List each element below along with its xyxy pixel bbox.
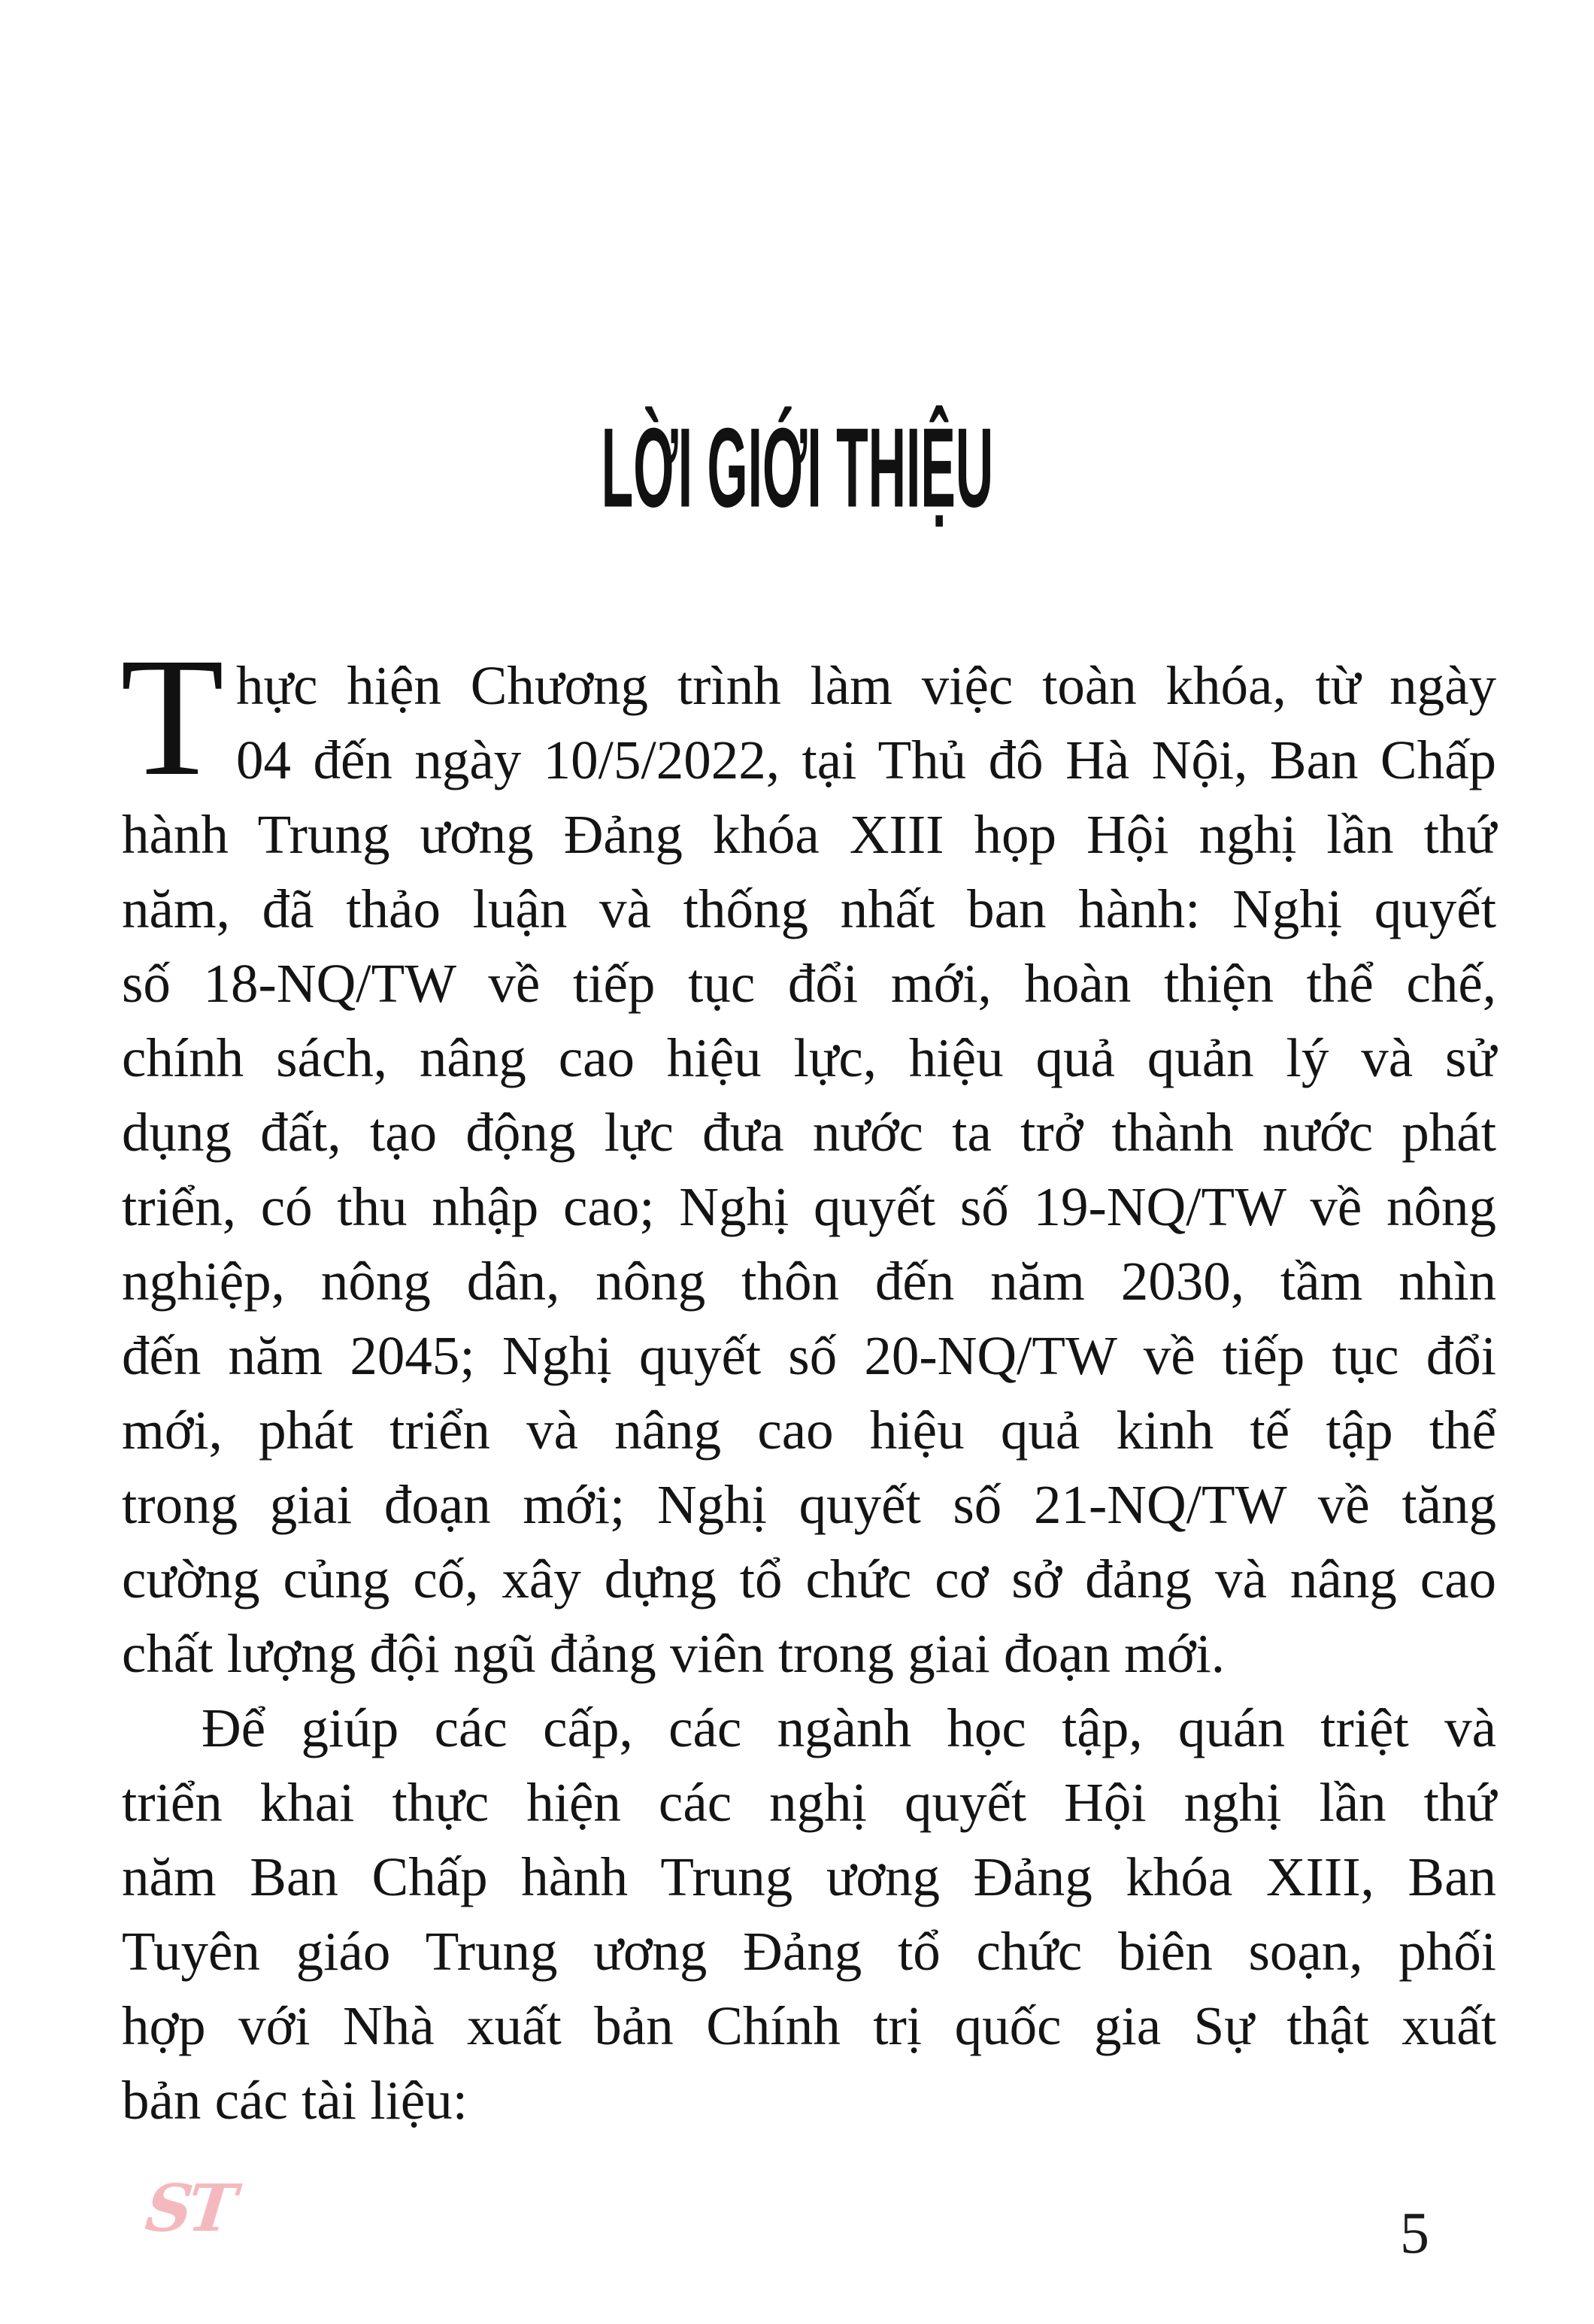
text-line: trong giai đoạn mới; Nghị quyết số 21-NQ/TW về tăng [122,1474,1496,1535]
publisher-logo-st: ST [141,2171,236,2247]
paragraph-1 [120,623,1496,1691]
text-line: nghiệp, nông dân, nông thôn đến năm 2030, tầm nhìn [122,1251,1496,1312]
title-row [0,405,1594,531]
text-line: đến năm 2045; Nghị quyết số 20-NQ/TW về tiếp tục đổi [122,1325,1496,1386]
text-line: mới, phát triển và nâng cao hiệu quả kinh tế tập thể [122,1400,1496,1461]
text-line: Để giúp các cấp, các ngành học tập, quán triệt và [202,1697,1496,1758]
text-line: hực hiện Chương trình làm việc toàn khóa, từ ngày [236,655,1496,716]
drop-cap: T [120,623,225,811]
paragraph-2 [122,1691,1496,2137]
text-line: cường củng cố, xây dựng tổ chức cơ sở đảng và nâng cao [122,1549,1496,1610]
text-line: số 18-NQ/TW về tiếp tục đổi mới, hoàn thiện thể chế, [122,953,1496,1014]
text-line: bản các tài liệu: [122,2070,468,2131]
text-line: chất lượng đội ngũ đảng viên trong giai đoạn mới. [122,1623,1226,1684]
text-line: Tuyên giáo Trung ương Đảng tổ chức biên soạn, phối [122,1921,1496,1982]
text-line: hành Trung ương Đảng khóa XIII họp Hội nghị lần thứ [122,804,1496,865]
text-line: triển khai thực hiện các nghị quyết Hội nghị lần thứ [122,1772,1496,1833]
text-line: chính sách, nâng cao hiệu lực, hiệu quả quản lý và sử [122,1027,1496,1088]
text-line: hợp với Nhà xuất bản Chính trị quốc gia Sự thật xuất [122,1995,1496,2056]
page-number: 5 [1400,2200,1429,2265]
text-line: năm Ban Chấp hành Trung ương Đảng khóa XIII, Ban [122,1846,1496,1907]
page-title: LỜI GIỚI THIỆU [601,405,993,531]
body-text [120,623,1496,2137]
text-line: năm, đã thảo luận và thống nhất ban hành: Nghị quyết [122,878,1496,939]
text-line: triển, có thu nhập cao; Nghị quyết số 19-NQ/TW về nông [122,1176,1496,1237]
text-line: 04 đến ngày 10/5/2022, tại Thủ đô Hà Nội, Ban Chấp [236,730,1496,790]
text-line: dụng đất, tạo động lực đưa nước ta trở thành nước phát [122,1102,1496,1163]
